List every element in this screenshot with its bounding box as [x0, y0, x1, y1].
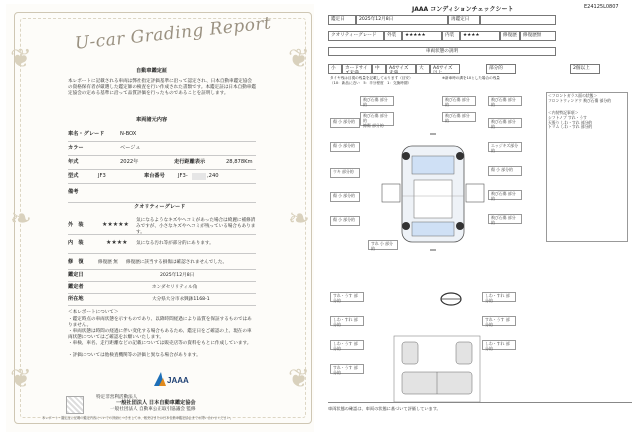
repair-label: 修 復 — [68, 259, 84, 265]
legend-medium-desc: A4サイズ未満 — [386, 64, 416, 74]
about-item: ・評価については他検査機関等の評価と異なる場合があります。 — [68, 353, 201, 358]
damage-note: しわ・うす 部分的 — [330, 340, 364, 350]
legend-partial: 部分的 — [486, 64, 516, 74]
ext-stars: ★★★★★ — [402, 31, 442, 41]
damage-note: 飛び石傷 部分的 擦傷 部分的 — [360, 112, 394, 126]
divider — [68, 183, 256, 184]
recheck-value — [480, 15, 556, 25]
legend-medium: 中 — [372, 64, 386, 74]
report-script-title: U-car Grading Report — [74, 13, 273, 54]
about-item: ・鑑定時点の車両状態を示すものであり、以降時間経過により品質を保証するものではありません。 — [68, 317, 252, 328]
footer-divider — [328, 402, 632, 403]
windshield-notes-title: ＜フロントガラス面の状態＞ — [548, 93, 598, 98]
location-label: 所在地 — [68, 296, 84, 302]
year-label: 年式 — [68, 159, 79, 165]
vehicle-section-title: 車両諸元内容 — [136, 117, 168, 123]
int-stars: ★★★★ — [460, 31, 500, 41]
exterior-note: 気になるようなキズやヘコミがあった場合は綺麗に補修済みですが、小さなキズやヘコミが残っている場合もあります。 — [136, 218, 256, 235]
location-value: 大分県大分市永興鉢1168-1 — [152, 297, 210, 302]
document-id: E24125L0807 — [584, 4, 619, 10]
divider — [68, 293, 256, 294]
jaaa-logo — [152, 370, 192, 388]
damage-note: 傷 小 部分的 — [330, 192, 360, 202]
inspection-date-value: 2025年12月8日 — [160, 273, 195, 278]
interior-label: 内 装 — [68, 240, 84, 246]
check-footer: 車両状態の確認は、車両の状態に基づいて評価しています。 — [328, 406, 441, 411]
repair-history-label: 修復歴 — [500, 31, 520, 41]
divider — [68, 234, 256, 235]
repair-history-value: 修復歴無 — [520, 31, 556, 41]
interior-notes: シフトノブ すれ・うす 天張り しわ・すれ 部分的 トリム しわ・すれ 部分的 — [548, 115, 593, 130]
divider — [68, 202, 256, 203]
flourish-icon: ❦ — [288, 364, 310, 394]
interior-notes-title: ＜内装特記事項＞ — [548, 110, 579, 115]
damage-note: 傷 小 部分的 — [330, 142, 360, 152]
footnote: 本レポート・鑑定証に記載の鑑定内容についての詳細につきましては、販売店または日本自動車鑑定協会までお問い合わせください。 — [42, 416, 234, 420]
divider — [68, 169, 256, 170]
year-value: 2022年 — [120, 159, 139, 165]
flourish-icon: ❦ — [10, 44, 32, 74]
color-label: カラー — [68, 145, 84, 151]
mileage-label: 走行距離表示 — [174, 159, 206, 165]
legend-large-desc: A4サイズ以上 — [430, 64, 460, 74]
legend-tire: タイヤ残は目視の残量を記載しております（目安） — [330, 76, 413, 80]
legend-tire-3: （10：新品に近い 5：半分程度 1：交換時期） — [330, 81, 412, 85]
divider — [68, 269, 256, 270]
damage-note: すれ・うす 部分的 — [330, 292, 364, 302]
about-item: ・車検、車名、走行距離などの記載については販売店等の資料をもとに作成しています。 — [68, 341, 252, 346]
chassis-prefix: JF3- — [178, 173, 188, 179]
qr-code-icon — [66, 396, 84, 414]
quality-section-title: クオリティーグレード — [134, 204, 186, 210]
chassis-suffix: ,240 — [207, 173, 219, 179]
inspector-label: 鑑定者 — [68, 284, 84, 290]
damage-note: 飛び石傷 部分的 — [488, 190, 522, 200]
divider — [68, 253, 256, 254]
ext-label: 外装 — [384, 31, 402, 41]
vehicle-name-label: 車名・グレード — [68, 131, 105, 137]
flourish-icon: ❧ — [288, 204, 310, 234]
int-label: 内装 — [442, 31, 460, 41]
interior-note: 気になる汚れ等が部分的にあります。 — [136, 241, 214, 246]
windshield-notes: フロントウィンドウ 飛び石傷 部分的 — [548, 98, 611, 103]
exterior-stars: ★★★★★ — [102, 221, 129, 228]
steering-wheel-icon — [440, 292, 462, 306]
damage-note: ウキ 部分的 — [330, 168, 360, 178]
model-label: 型式 — [68, 173, 79, 179]
divider — [68, 281, 256, 282]
issuer-line2: 一般社団法人 自動車公正取引協議会 監修 — [110, 407, 196, 412]
report-subtitle: 自動車鑑定証 — [136, 68, 168, 74]
legend-title: 車両状態の説明 — [328, 47, 556, 56]
damage-note: すれ・うす 部分的 — [482, 316, 516, 326]
divider — [68, 155, 256, 156]
issuer-line1: 一般社団法人 日本自動車鑑定協会 — [116, 400, 196, 406]
car-top-diagram — [380, 132, 486, 252]
flourish-icon: ❦ — [10, 364, 32, 394]
interior-seats-diagram — [392, 334, 482, 404]
chassis-mask — [192, 173, 206, 180]
legend-multi: 2個以上 — [570, 64, 600, 74]
flourish-icon: ❧ — [10, 204, 32, 234]
inspector-value: ホンダセリリティル角 — [152, 285, 198, 290]
damage-note: しわ・すれ 部分的 — [330, 316, 364, 326]
issuer-tiny: 特定非営利活動法人 — [96, 395, 138, 400]
damage-note: 飛び石傷 部分的 — [488, 118, 522, 128]
divider — [68, 305, 256, 306]
grading-report-page — [6, 4, 314, 432]
model-value: JF3 — [98, 173, 106, 179]
inspection-date-label: 鑑定日 — [68, 272, 84, 278]
damage-note: しわ・すれ 部分的 — [482, 340, 516, 350]
about-item: ・車両状態は時間の経過に伴い変化する場合もあるため、鑑定日をご確認の上、現在の車両状態についてはご確認をお願いいたします。 — [68, 329, 252, 340]
damage-note: 傷 小 部分的 — [330, 118, 360, 128]
damage-note: すれ 小 部分的 — [368, 240, 398, 250]
damage-note: 飛び石傷 部分的 — [442, 96, 476, 106]
legend-small-desc: カードサイズ未満 — [342, 64, 372, 74]
color-value: ベージュ — [120, 145, 141, 151]
damage-note: すれ・うす 部分的 — [330, 364, 364, 374]
divider — [68, 141, 256, 142]
damage-note: 飛び石傷 部分的 — [488, 214, 522, 224]
exterior-label: 外 装 — [68, 222, 84, 228]
legend-small: 小 — [328, 64, 342, 74]
repair-note: 修復歴に該当する損傷は確認されませんでした。 — [126, 260, 228, 265]
damage-note: 飛び石傷 部分的 — [360, 96, 394, 106]
flourish-icon: ❦ — [288, 44, 310, 74]
mileage-value: 28,878Km — [226, 159, 253, 165]
repair-badge: 修復歴 無 — [98, 260, 118, 265]
vehicle-name-value: N-BOX — [120, 131, 137, 137]
damage-note: 傷 小 部分的 — [330, 216, 360, 226]
chassis-label: 車台番号 — [144, 173, 165, 179]
jaaa-logo-text: JAAA — [167, 376, 189, 385]
recheck-label: 再鑑定日 — [448, 15, 480, 25]
interior-stars: ★★★★ — [106, 239, 128, 246]
condition-check-sheet — [322, 4, 634, 432]
grade-label: クオリティーグレード — [328, 31, 384, 41]
report-intro: 本レポートに記載される車両は弊社指定評価基準に沿って認定され、日本自動車鑑定協会の資格保有者が厳選した鑑定師の検査を行い作成された書類です。本鑑定証は日本自動車鑑定協会の定める基準に沿って品質評価を行ったものであることを証明します。 — [68, 79, 256, 96]
check-date-value: 2025年12月8日 — [356, 15, 448, 25]
legend-tire-2: ※新車時の溝を10とした場合の残量 — [442, 76, 500, 80]
damage-note: しわ・すれ 部分的 — [482, 292, 516, 302]
check-title: JAAA コンディションチェックシート — [412, 6, 514, 13]
damage-note: 飛び石傷 部分的 — [488, 96, 522, 106]
damage-note: 傷 小 部分的 — [488, 166, 522, 176]
remarks-label: 備考 — [68, 189, 79, 195]
about-title: ＜本レポートについて＞ — [68, 310, 119, 315]
damage-note: 飛び石傷 部分的 — [442, 112, 476, 122]
legend-large: 大 — [416, 64, 430, 74]
damage-note: エッジキズ部分的 — [488, 142, 522, 152]
check-date-label: 鑑定日 — [328, 15, 356, 25]
